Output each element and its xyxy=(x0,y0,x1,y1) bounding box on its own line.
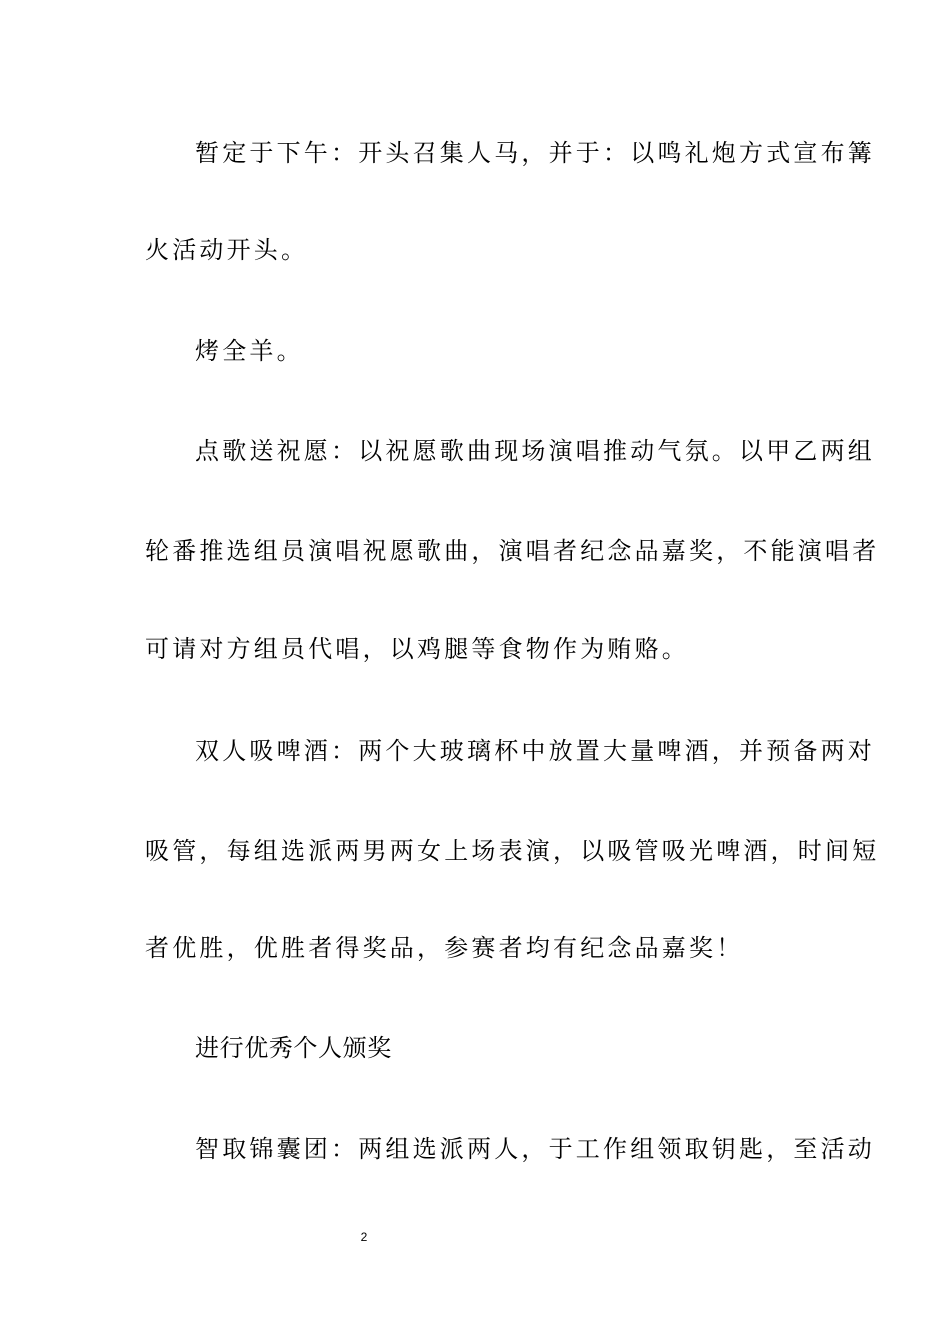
paragraph-line-4: 点歌送祝愿：以祝愿歌曲现场演唱推动气氛。以甲乙两组 xyxy=(195,437,875,465)
paragraph-line-2: 火活动开头。 xyxy=(145,236,309,264)
paragraph-line-8: 吸管，每组选派两男两女上场表演，以吸管吸光啤酒，时间短 xyxy=(145,837,880,865)
paragraph-line-6: 可请对方组员代唱，以鸡腿等食物作为贿赂。 xyxy=(145,635,689,663)
paragraph-line-11: 智取锦囊团：两组选派两人，于工作组领取钥匙，至活动 xyxy=(195,1135,875,1163)
paragraph-line-3: 烤全羊。 xyxy=(195,337,304,365)
paragraph-line-10: 进行优秀个人颁奖 xyxy=(195,1034,392,1062)
paragraph-line-9: 者优胜，优胜者得奖品，参赛者均有纪念品嘉奖！ xyxy=(145,934,744,962)
paragraph-line-5: 轮番推选组员演唱祝愿歌曲，演唱者纪念品嘉奖，不能演唱者 xyxy=(145,537,880,565)
page-number: 2 xyxy=(360,1230,368,1244)
paragraph-line-1: 暂定于下午：开头召集人马，并于：以鸣礼炮方式宣布篝 xyxy=(195,139,875,167)
paragraph-line-7: 双人吸啤酒：两个大玻璃杯中放置大量啤酒，并预备两对 xyxy=(195,737,875,765)
